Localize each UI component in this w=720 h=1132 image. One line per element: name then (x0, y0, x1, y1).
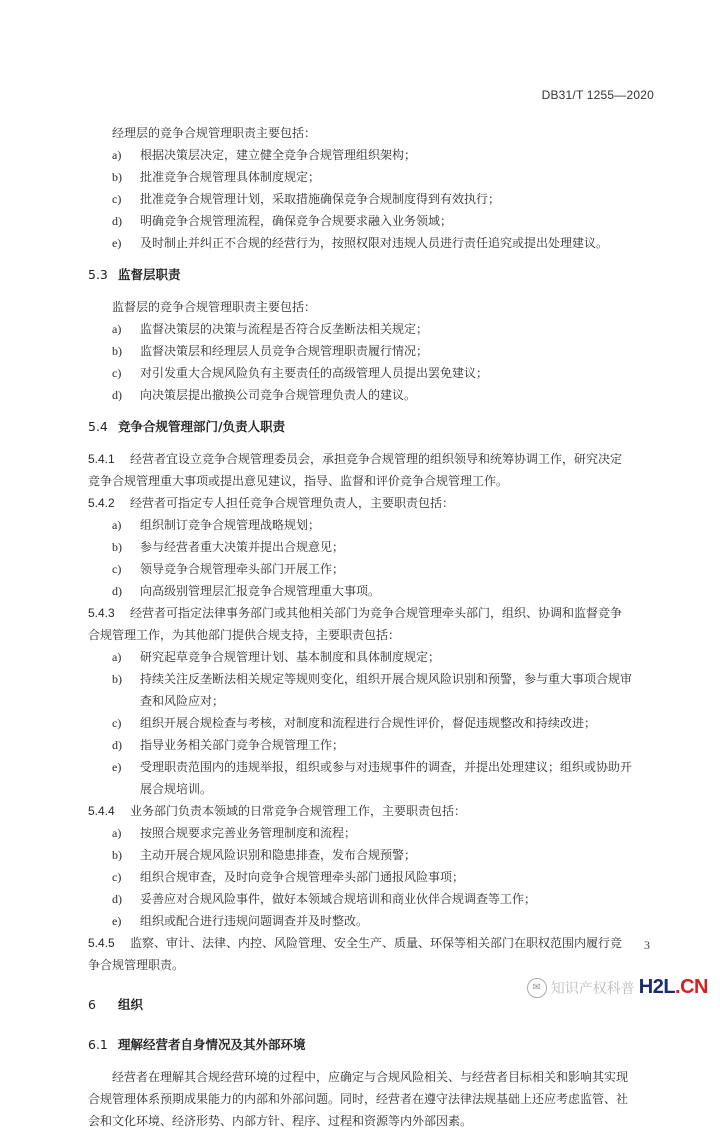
clause-5-4-2-list (88, 514, 654, 602)
list-item: d) 指导业务相关部门竞争合规管理工作； (112, 738, 345, 752)
manage-list (88, 144, 654, 254)
watermark (527, 976, 708, 999)
list-item: c) 批准竞争合规管理计划，采取措施确保竞争合规制度得到有效执行； (112, 192, 501, 206)
clause-5-4-5: 5.4.5 监察、审计、法律、内控、风险管理、安全生产、质量、环保等相关部门在职权范围内履行竞 (88, 936, 623, 950)
supervise-list (88, 318, 654, 406)
section-heading-6-1: 6.1 理解经营者自身情况及其外部环境 (88, 1037, 306, 1052)
list-item: b) 批准竞争合规管理具体制度规定； (112, 170, 321, 184)
section-heading-5-3: 5.3 监督层职责 (88, 267, 181, 282)
section-heading-6: 6 组织 (88, 997, 144, 1012)
paragraph-6-1-cont: 会和文化环境、经济形势、内部方针、程序、过程和资源等内外部因素。 (88, 1114, 473, 1128)
list-item: b) 持续关注反垄断法相关规定等规则变化，组织开展合规风险识别和预警，参与重大事项合规审 查和风险应对； (112, 672, 633, 708)
section-heading-5-4: 5.4 竞争合规管理部门/负责人职责 (88, 419, 286, 434)
list-item: d) 明确竞争合规管理流程，确保竞争合规要求融入业务领域； (112, 214, 453, 228)
list-item: e) 及时制止并纠正不合规的经营行为，按照权限对违规人员进行责任追究或提出处理建议。 (112, 236, 609, 250)
site-logo: H2L.CN (638, 976, 708, 998)
wechat-icon: ✉ (527, 978, 547, 998)
list-item: d) 妥善应对合规风险事件，做好本领域合规培训和商业伙伴合规调查等工作； (112, 892, 537, 906)
clause-5-4-4-list (88, 822, 654, 932)
list-item: a) 研究起草竞争合规管理计划、基本制度和具体制度规定； (112, 650, 441, 664)
list-item: a) 组织制订竞争合规管理战略规划； (112, 518, 321, 532)
list-item: d) 向决策层提出撤换公司竞争合规管理负责人的建议。 (112, 388, 417, 402)
list-item: a) 按照合规要求完善业务管理制度和流程； (112, 826, 357, 840)
list-item: e) 组织或配合进行违规问题调查并及时整改。 (112, 914, 369, 928)
clause-5-4-4: 5.4.4 业务部门负责本领域的日常竞争合规管理工作，主要职责包括： (88, 804, 467, 818)
supervise-intro: 监督层的竞争合规管理职责主要包括： (112, 300, 317, 314)
list-item: b) 参与经营者重大决策并提出合规意见； (112, 540, 345, 554)
clause-5-4-5-cont: 争合规管理职责。 (88, 958, 185, 972)
clause-5-4-1: 5.4.1 经营者宜设立竞争合规管理委员会，承担竞争合规管理的组织领导和统筹协调工作，研究决定 (88, 452, 623, 466)
list-item: b) 主动开展合规风险识别和隐患排查，发布合规预警； (112, 848, 417, 862)
paragraph-6-1-cont: 合规管理体系预期成果能力的内部和外部问题。同时，经营者在遵守法律法规基础上还应考虑监管、社 (88, 1092, 629, 1106)
paragraph-6-1: 经营者在理解其合规经营环境的过程中，应确定与合规风险相关、与经营者目标相关和影响其实现 (112, 1070, 629, 1084)
list-item: a) 监督决策层的决策与流程是否符合反垄断法相关规定； (112, 322, 429, 336)
list-item: c) 组织开展合规检查与考核，对制度和流程进行合规性评价，督促违规整改和持续改进； (112, 716, 597, 730)
list-item: c) 组织合规审查，及时向竞争合规管理牵头部门通报风险事项； (112, 870, 465, 884)
page-number: 3 (644, 938, 650, 952)
watermark-text: 知识产权科普 (550, 980, 635, 997)
clause-5-4-3: 5.4.3 经营者可指定法律事务部门或其他相关部门为竞争合规管理牵头部门，组织、协调和监督竞争 (88, 606, 623, 620)
manage-intro: 经理层的竞争合规管理职责主要包括： (112, 126, 317, 140)
list-item: b) 监督决策层和经理层人员竞争合规管理职责履行情况； (112, 344, 429, 358)
list-item: c) 领导竞争合规管理牵头部门开展工作； (112, 562, 345, 576)
list-item: c) 对引发重大合规风险负有主要责任的高级管理人员提出罢免建议； (112, 366, 489, 380)
list-item: e) 受理职责范围内的违规举报，组织或参与对违规事件的调查，并提出处理建议；组织或协助开 展合规培训。 (112, 760, 633, 796)
standard-code: DB31/T 1255—2020 (541, 88, 654, 102)
list-item: a) 根据决策层决定，建立健全竞争合规管理组织架构； (112, 148, 417, 162)
clause-5-4-1-cont: 竞争合规管理重大事项或提出意见建议，指导、监督和评价竞争合规管理工作。 (88, 474, 509, 488)
clause-5-4-3-list (88, 646, 654, 800)
clause-5-4-3-cont: 合规管理工作，为其他部门提供合规支持，主要职责包括： (88, 628, 401, 642)
clause-5-4-2: 5.4.2 经营者可指定专人担任竞争合规管理负责人，主要职责包括： (88, 496, 455, 510)
list-item: d) 向高级别管理层汇报竞争合规管理重大事项。 (112, 584, 381, 598)
